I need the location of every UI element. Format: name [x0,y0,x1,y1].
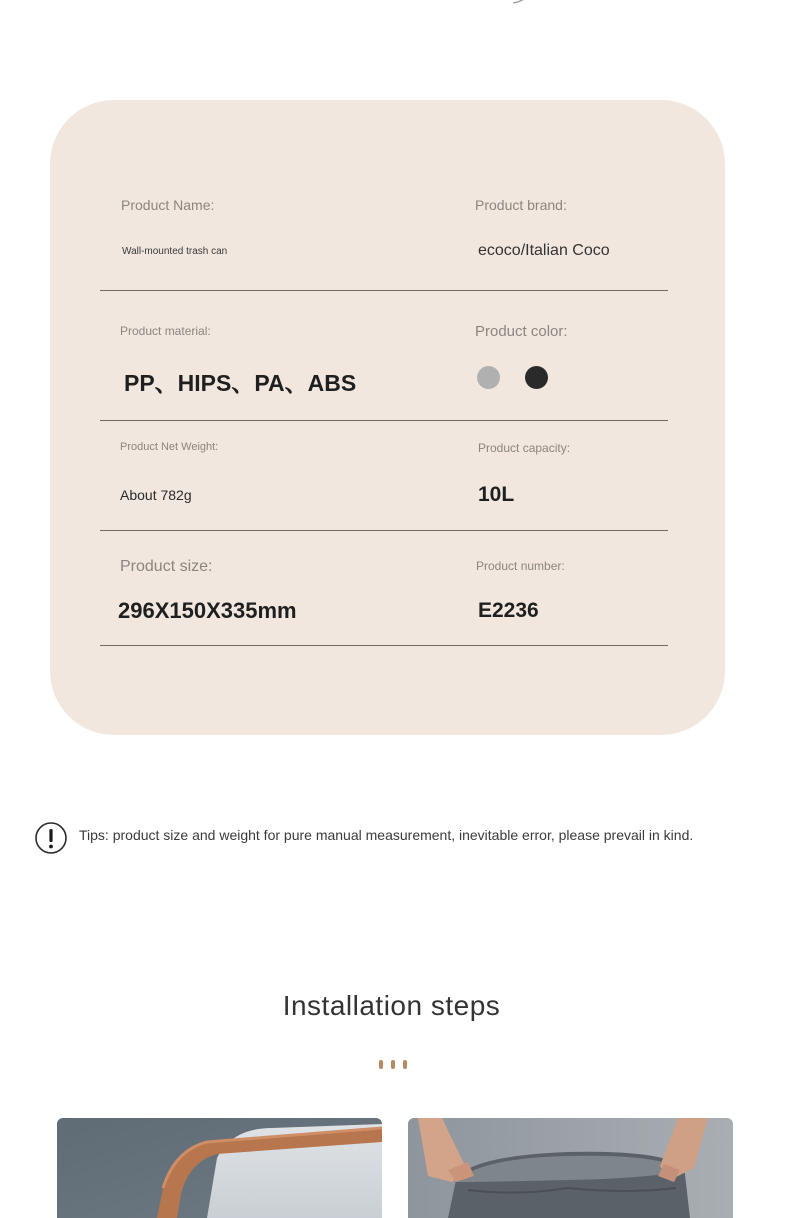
product-spec-card [50,100,725,735]
product-size-label: Product size: [120,558,213,575]
product-name-value: Wall-mounted trash can [122,246,228,257]
exclamation-icon [35,822,67,854]
installation-steps-title: Installation steps [282,990,501,1021]
color-swatch-black [525,366,548,389]
net-weight-label: Product Net Weight: [120,441,219,453]
spec-divider [100,290,668,291]
trash-can-lid-photo-icon [57,1118,382,1218]
tip-text: Tips: product size and weight for pure manual measurement, inevitable error, please prevail in kind. [79,827,694,843]
product-name-label: Product Name: [121,197,215,213]
color-swatch-gray [477,366,500,389]
spec-divider [100,530,668,531]
capacity-label: Product capacity: [478,441,571,455]
product-color-label: Product color: [475,323,568,340]
spec-divider [100,645,668,646]
product-brand-label: Product brand: [475,197,567,213]
section-divider-dots [379,1060,409,1070]
product-number-value: E2236 [478,599,539,622]
product-material-value: PP、HIPS、PA、ABS [124,370,357,396]
decorative-curve-icon [512,0,530,4]
installation-step-photo [408,1118,733,1218]
capacity-value: 10L [478,483,515,506]
product-number-label: Product number: [476,559,565,573]
net-weight-value: About 782g [120,487,192,503]
product-material-label: Product material: [120,324,211,338]
product-size-value: 296X150X335mm [118,598,297,623]
installation-step-photo [57,1118,382,1218]
spec-divider [100,420,668,421]
product-brand-value: ecoco/Italian Coco [478,242,610,259]
hands-fitting-bag-photo-icon [408,1118,733,1218]
